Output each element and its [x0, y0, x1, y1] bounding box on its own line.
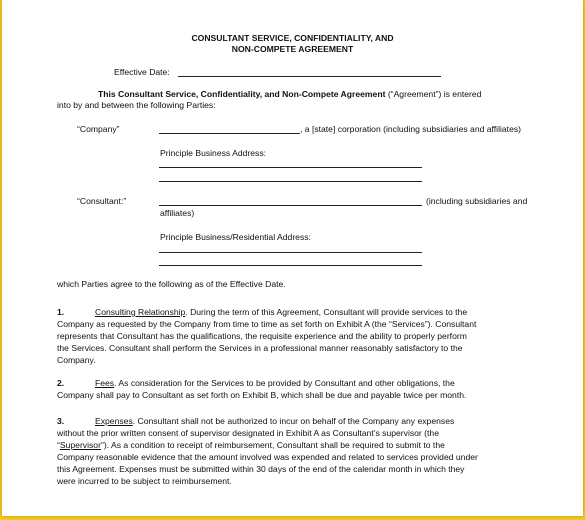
section-text: Company reasonable evidence that the amount involved was expended and related to services provided under — [57, 452, 478, 462]
consultant-address-line1 — [159, 252, 422, 253]
section-text: Company as requested by the Company from time to time as set forth on Exhibit A (the “Services”). Consultant — [57, 319, 477, 329]
effective-date-line — [178, 76, 441, 77]
company-address-line2 — [159, 181, 422, 182]
section-text: without the prior written consent of supervisor designated in Exhibit A as Consultant’s supervisor (the — [57, 428, 439, 438]
company-address-label: Principle Business Address: — [160, 148, 267, 158]
parties-agree-text: which Parties agree to the following as of the Effective Date. — [57, 279, 286, 289]
consultant-suffix: (including subsidiaries and — [426, 196, 528, 206]
section-text: . Consultant shall not be authorized to incur on behalf of the Company any expenses — [132, 416, 455, 426]
section-number: 1. — [57, 307, 65, 317]
section-text: were incurred to be subject to reimbursement. — [57, 476, 232, 486]
section-text: this Agreement. Expenses must be submitted within 30 days of the end of the calendar month in which they — [57, 464, 465, 474]
company-name-line — [159, 133, 300, 134]
section-text: Company. — [57, 355, 96, 365]
section-number: 2. — [57, 378, 65, 388]
section-text: . During the term of this Agreement, Consultant will provide services to the — [185, 307, 468, 317]
section-fees — [57, 377, 517, 401]
document-page — [2, 0, 583, 516]
consultant-label: “Consultant:” — [77, 196, 127, 206]
consultant-name-line — [159, 205, 422, 206]
consultant-address-line2 — [159, 265, 422, 266]
section-text: represents that Consultant has the qualifications, the requisite experience and the ability to properly perform — [57, 331, 467, 341]
section-text: “ — [57, 440, 60, 450]
consultant-suffix-line2: affiliates) — [160, 208, 195, 218]
section-text: . As consideration for the Services to be provided by Consultant and other obligations, the — [114, 378, 455, 388]
intro-line2: into by and between the following Parties: — [57, 100, 216, 110]
section-expenses — [57, 415, 517, 487]
company-address-line1 — [159, 167, 422, 168]
intro-line1 — [98, 89, 481, 100]
section-heading: Consulting Relationship — [95, 307, 186, 317]
section-text: ”). As a condition to receipt of reimbursement, Consultant shall be required to submit to the — [100, 440, 445, 450]
intro-bold-title: This Consultant Service, Confidentiality, and Non-Compete Agreement — [98, 89, 386, 99]
section-text: the Services. Consultant shall perform the Services in a professional manner reasonably satisfactory to the — [57, 343, 463, 353]
company-label: “Company” — [77, 124, 120, 134]
section-number: 3. — [57, 416, 65, 426]
intro-rest: (“Agreement”) is entered — [385, 89, 482, 99]
supervisor-term: Supervisor — [59, 440, 101, 450]
section-heading: Fees — [95, 378, 115, 388]
company-suffix: , a [state] corporation (including subsidiaries and affiliates) — [300, 124, 522, 134]
section-text: Company shall pay to Consultant as set forth on Exhibit B, which shall be due and payable twice per month. — [57, 390, 467, 400]
document-title-line1: CONSULTANT SERVICE, CONFIDENTIALITY, AND — [191, 33, 394, 43]
section-consulting-relationship — [57, 306, 517, 366]
consultant-address-label: Principle Business/Residential Address: — [160, 232, 311, 242]
effective-date-label: Effective Date: — [114, 67, 170, 77]
document-title-line2: NON-COMPETE AGREEMENT — [231, 44, 354, 54]
section-heading: Expenses — [95, 416, 133, 426]
